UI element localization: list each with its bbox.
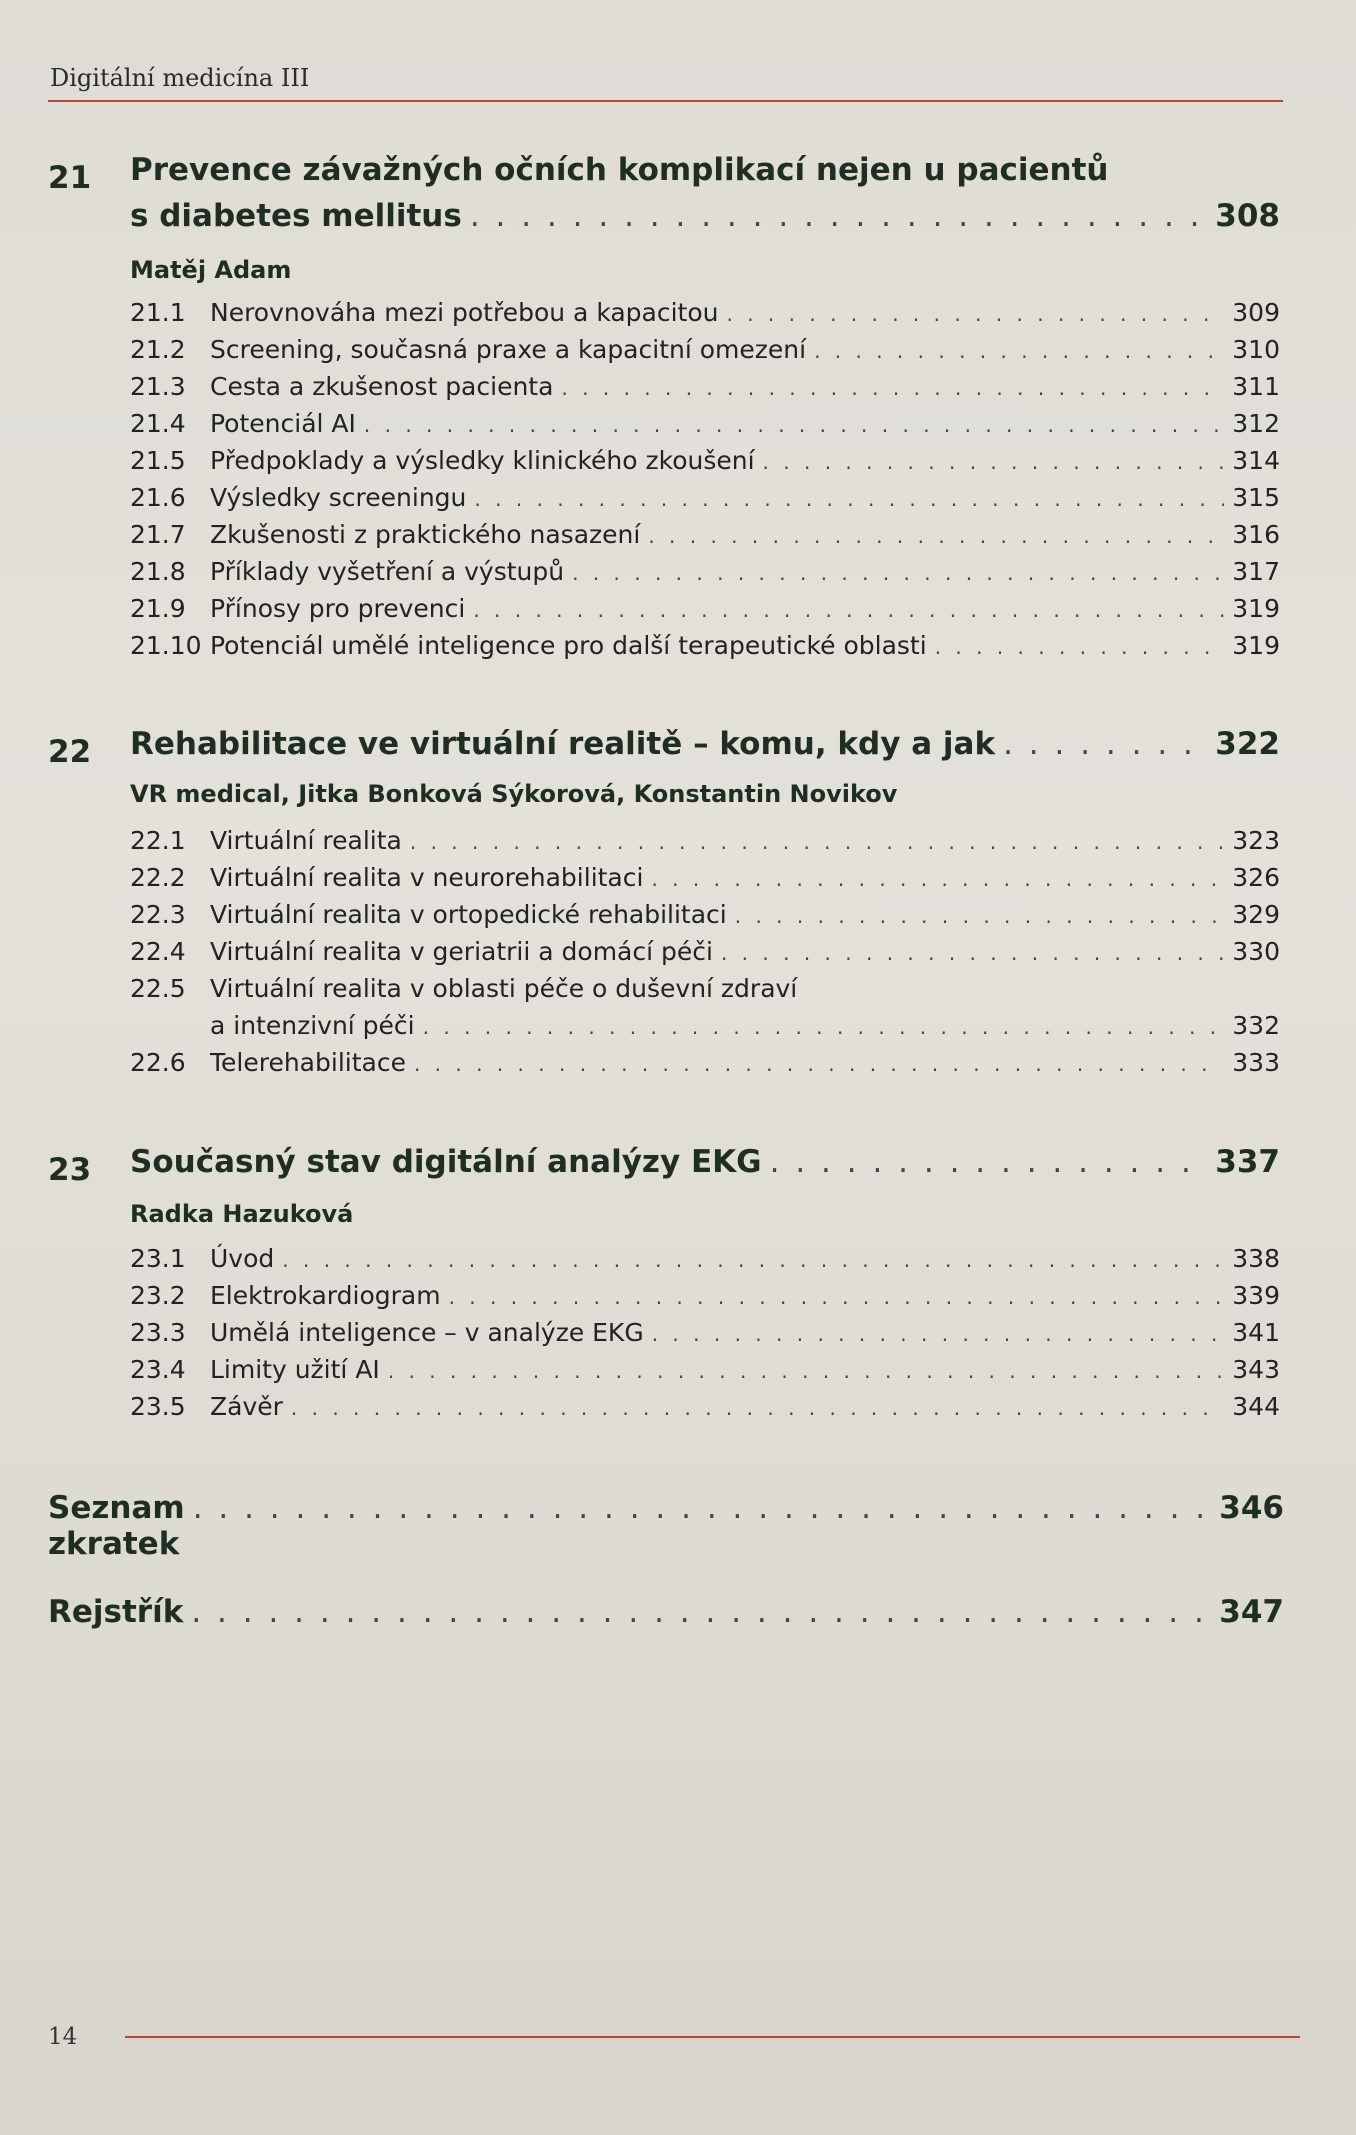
entry-page: 319 <box>1232 631 1280 660</box>
chapter-title-line1 <box>130 152 1280 188</box>
leader-dots <box>282 1248 1224 1272</box>
entry-number: 21.9 <box>130 594 186 623</box>
entry-number: 22.4 <box>130 937 186 966</box>
entry-number: 22.5 <box>130 974 186 1003</box>
running-head: Digitální medicína III <box>50 64 310 92</box>
leader-dots <box>727 302 1225 326</box>
entry-number: 23.3 <box>130 1318 186 1347</box>
entry-page: 315 <box>1232 483 1280 512</box>
chapter-page: 322 <box>1215 726 1280 762</box>
entry-title-cont: a intenzivní péči <box>210 1011 415 1040</box>
entry-title: Příklady vyšetření a výstupů <box>210 557 565 586</box>
entry-page: 310 <box>1232 335 1280 364</box>
leader-dots <box>648 524 1224 548</box>
section-title: Rejstřík <box>48 1594 184 1630</box>
leader-dots <box>388 1359 1224 1383</box>
toc-entry[interactable] <box>130 631 1280 667</box>
entry-page: 312 <box>1232 409 1280 438</box>
entry-number: 21.2 <box>130 335 186 364</box>
entry-number: 21.3 <box>130 372 186 401</box>
leader-dots <box>763 450 1225 474</box>
entry-title: Závěr <box>210 1392 283 1421</box>
chapter-title: Rehabilitace ve virtuální realitě – komu, kdy a jak <box>130 726 996 762</box>
entry-number: 21.10 <box>130 631 202 660</box>
toc-entry[interactable] <box>130 1244 1280 1280</box>
chapter-number: 23 <box>48 1152 92 1188</box>
entry-title: Potenciál AI <box>210 409 356 438</box>
entry-page: 314 <box>1232 446 1280 475</box>
toc-entry[interactable] <box>130 1318 1280 1354</box>
leader-dots <box>1003 726 1207 762</box>
entry-page: 317 <box>1232 557 1280 586</box>
leader-dots <box>473 598 1224 622</box>
entry-page: 343 <box>1232 1355 1280 1384</box>
toc-entry[interactable] <box>130 594 1280 630</box>
entry-number: 21.5 <box>130 446 186 475</box>
entry-title: Virtuální realita v oblasti péče o duševní zdraví <box>210 974 798 1003</box>
toc-entry[interactable] <box>130 937 1280 973</box>
entry-title: Cesta a zkušenost pacienta <box>210 372 554 401</box>
chapter-title: Současný stav digitální analýzy EKG <box>130 1144 762 1180</box>
chapter-page: 308 <box>1215 198 1280 234</box>
entry-number: 21.6 <box>130 483 186 512</box>
toc-entry[interactable] <box>130 1392 1280 1428</box>
toc-entry[interactable] <box>130 1355 1280 1391</box>
leader-dots <box>449 1285 1225 1309</box>
toc-entry[interactable] <box>130 446 1280 482</box>
leader-dots <box>814 339 1224 363</box>
entry-title: Potenciál umělé inteligence pro další terapeutické oblasti <box>210 631 927 660</box>
leader-dots <box>735 904 1225 928</box>
entry-number: 21.1 <box>130 298 186 327</box>
leader-dots <box>770 1144 1208 1180</box>
entry-title: Úvod <box>210 1244 275 1273</box>
entry-title: Virtuální realita v ortopedické rehabilitaci <box>210 900 727 929</box>
entry-title: Telerehabilitace <box>210 1048 406 1077</box>
entry-page: 333 <box>1232 1048 1280 1077</box>
page-number: 14 <box>48 2024 78 2050</box>
entry-number: 23.1 <box>130 1244 186 1273</box>
leader-dots <box>410 830 1224 854</box>
entry-page: 338 <box>1232 1244 1280 1273</box>
toc-entry-continuation[interactable] <box>130 1011 1280 1047</box>
entry-page: 309 <box>1232 298 1280 327</box>
entry-page: 316 <box>1232 520 1280 549</box>
entry-number: 22.6 <box>130 1048 186 1077</box>
leader-dots <box>935 635 1225 659</box>
leader-dots <box>364 413 1224 437</box>
entry-title: Zkušenosti z praktického nasazení <box>210 520 641 549</box>
entry-page: 339 <box>1232 1281 1280 1310</box>
toc-entry[interactable] <box>130 557 1280 593</box>
toc-entry[interactable] <box>130 826 1280 862</box>
chapter-title-cont: s diabetes mellitus <box>130 198 462 234</box>
entry-title: Virtuální realita v geriatrii a domácí péči <box>210 937 713 966</box>
toc-entry[interactable] <box>130 900 1280 936</box>
chapter-authors: Matěj Adam <box>130 256 292 284</box>
entry-number: 22.1 <box>130 826 186 855</box>
leader-dots <box>191 1594 1211 1630</box>
leader-dots <box>721 941 1224 965</box>
toc-entry[interactable] <box>130 298 1280 334</box>
toc-section-abbreviations[interactable] <box>48 1490 1284 1562</box>
section-page: 347 <box>1219 1594 1284 1630</box>
toc-entry[interactable] <box>130 863 1280 899</box>
leader-dots <box>423 1015 1225 1039</box>
chapter-authors: Radka Hazuková <box>130 1200 354 1228</box>
entry-number: 22.3 <box>130 900 186 929</box>
entry-page: 341 <box>1232 1318 1280 1347</box>
section-page: 346 <box>1219 1490 1284 1526</box>
entry-number: 22.2 <box>130 863 186 892</box>
footer-rule <box>125 2036 1300 2038</box>
entry-number: 23.4 <box>130 1355 186 1384</box>
chapter-title-line1[interactable] <box>130 1144 1280 1180</box>
leader-dots <box>474 487 1224 511</box>
entry-page: 319 <box>1232 594 1280 623</box>
entry-title: Virtuální realita v neurorehabilitaci <box>210 863 644 892</box>
entry-page: 344 <box>1232 1392 1280 1421</box>
chapter-title-line1[interactable] <box>130 726 1280 762</box>
toc-entry[interactable] <box>130 1048 1280 1084</box>
entry-title: Screening, současná praxe a kapacitní omezení <box>210 335 807 364</box>
entry-number: 21.7 <box>130 520 186 549</box>
entry-page: 326 <box>1232 863 1280 892</box>
leader-dots <box>414 1052 1224 1076</box>
toc-section-index[interactable] <box>48 1594 1284 1630</box>
header-rule <box>48 100 1283 102</box>
section-title: Seznam zkratek <box>48 1490 185 1562</box>
leader-dots <box>652 1322 1225 1346</box>
leader-dots <box>572 561 1224 585</box>
chapter-page: 337 <box>1215 1144 1280 1180</box>
leader-dots <box>470 198 1207 234</box>
toc-entry[interactable] <box>130 483 1280 519</box>
entry-number: 21.8 <box>130 557 186 586</box>
entry-title: Předpoklady a výsledky klinického zkoušení <box>210 446 755 475</box>
entry-page: 330 <box>1232 937 1280 966</box>
entry-title: Virtuální realita <box>210 826 402 855</box>
toc-entry[interactable] <box>130 974 1280 1010</box>
chapter-authors: VR medical, Jitka Bonková Sýkorová, Konstantin Novikov <box>130 780 898 808</box>
entry-number: 23.5 <box>130 1392 186 1421</box>
entry-page: 332 <box>1232 1011 1280 1040</box>
leader-dots <box>193 1490 1212 1526</box>
entry-number: 21.4 <box>130 409 186 438</box>
chapter-title: Prevence závažných očních komplikací nejen u pacientů <box>130 152 1109 188</box>
leader-dots <box>651 867 1224 891</box>
entry-title: Výsledky screeningu <box>210 483 467 512</box>
entry-title: Umělá inteligence – v analýze EKG <box>210 1318 644 1347</box>
entry-title: Přínosy pro prevenci <box>210 594 466 623</box>
entry-page: 323 <box>1232 826 1280 855</box>
entry-title: Nerovnováha mezi potřebou a kapacitou <box>210 298 719 327</box>
chapter-number: 22 <box>48 734 92 770</box>
entry-title: Elektrokardiogram <box>210 1281 441 1310</box>
leader-dots <box>561 376 1224 400</box>
toc-entry[interactable] <box>130 520 1280 556</box>
toc-entry[interactable] <box>130 409 1280 445</box>
entry-number: 23.2 <box>130 1281 186 1310</box>
entry-title: Limity užití AI <box>210 1355 380 1384</box>
toc-entry[interactable] <box>130 1281 1280 1317</box>
leader-dots <box>291 1396 1224 1420</box>
toc-entry[interactable] <box>130 372 1280 408</box>
entry-page: 311 <box>1232 372 1280 401</box>
toc-entry[interactable] <box>130 335 1280 371</box>
entry-page: 329 <box>1232 900 1280 929</box>
chapter-title-line2[interactable] <box>130 198 1280 234</box>
chapter-number: 21 <box>48 160 92 196</box>
